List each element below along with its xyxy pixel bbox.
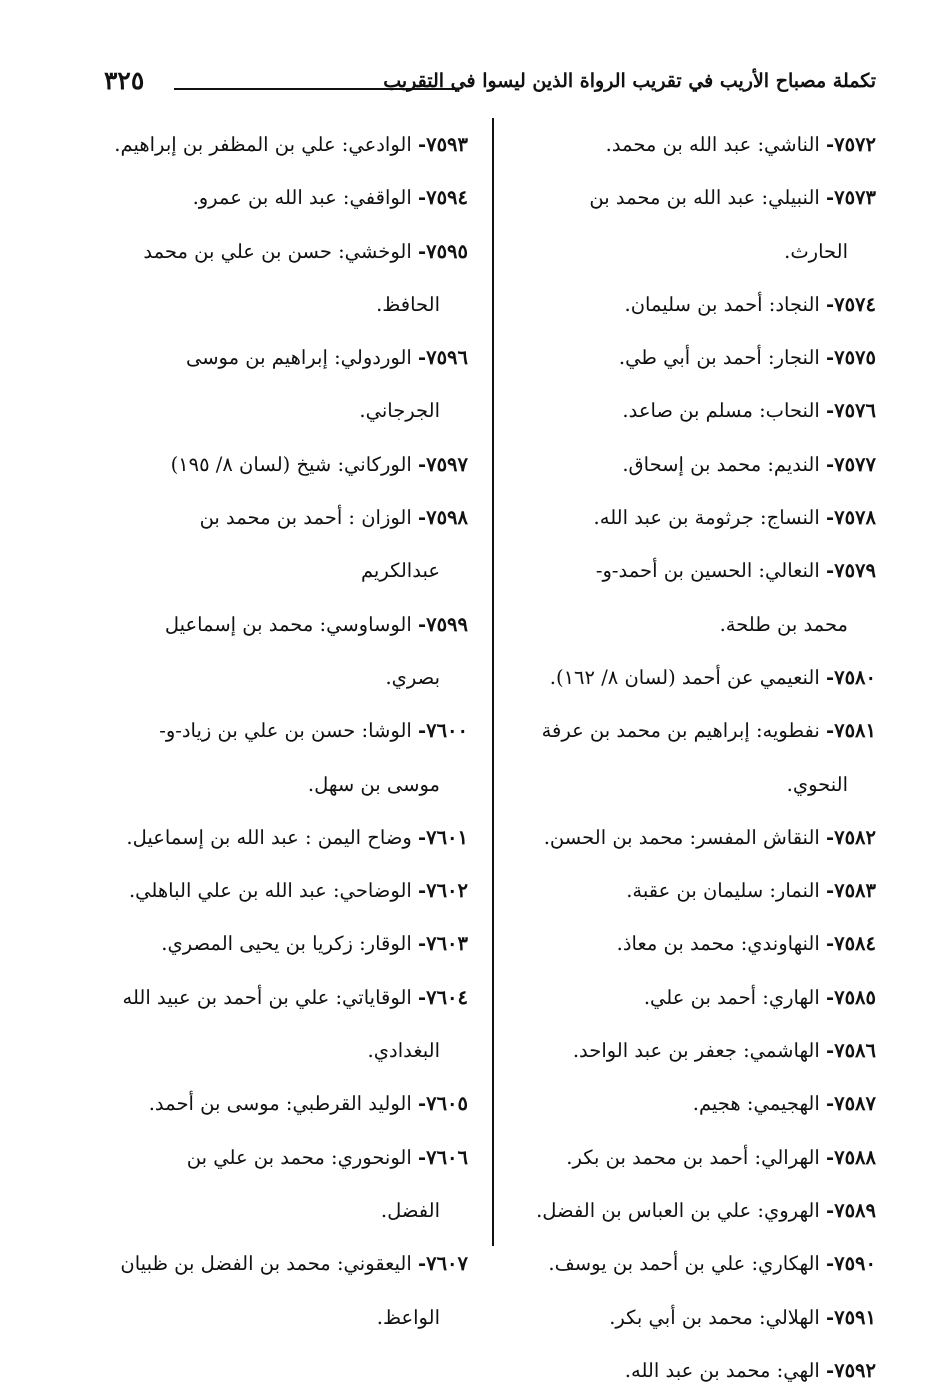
entry-line xyxy=(510,651,876,704)
entry-line xyxy=(106,491,468,544)
entry-number: ٧٦٠٦- xyxy=(418,1145,468,1169)
entry-text: النجاد: أحمد بن سليمان. xyxy=(624,292,826,316)
entry-text: النحوي. xyxy=(786,772,848,796)
entry-line xyxy=(510,1344,876,1397)
entry-number: ٧٦٠٥- xyxy=(418,1092,468,1116)
entry-continuation-line xyxy=(106,1184,468,1237)
entry-line xyxy=(106,171,468,224)
entry-text: موسى بن سهل. xyxy=(307,772,440,796)
entry-number: ٧٥٩٩- xyxy=(418,612,468,636)
entry-text: الواعظ. xyxy=(376,1305,440,1329)
entry-number: ٧٥٧٩- xyxy=(826,559,876,583)
entry-text: النقاش المفسر: محمد بن الحسن. xyxy=(543,825,826,849)
entry-line xyxy=(510,917,876,970)
entry-text: البغدادي. xyxy=(367,1039,440,1063)
entry-number: ٧٥٩٤- xyxy=(418,186,468,210)
entry-text: النجار: أحمد بن أبي طي. xyxy=(618,346,826,370)
entry-line xyxy=(510,438,876,491)
entry-text: الحافظ. xyxy=(376,292,440,316)
entry-text: الناشي: عبد الله بن محمد. xyxy=(605,133,826,156)
entry-number: ٧٥٩٦- xyxy=(418,346,468,370)
entry-line xyxy=(510,1024,876,1077)
entry-continuation-line xyxy=(510,225,876,278)
entry-continuation-line xyxy=(106,758,468,811)
entry-line xyxy=(510,278,876,331)
entry-text: النحاب: مسلم بن صاعد. xyxy=(622,399,826,423)
entry-number: ٧٥٩٧- xyxy=(418,452,468,476)
right-column xyxy=(510,118,876,1397)
left-column xyxy=(106,118,468,1344)
entry-text: الوردولي: إبراهيم بن موسى xyxy=(185,346,418,370)
page-header xyxy=(104,66,876,108)
entry-number: ٧٥٧٢- xyxy=(826,133,876,156)
entry-line xyxy=(510,1131,876,1184)
entry-number: ٧٥٧٣- xyxy=(826,186,876,210)
entry-text: الونحوري: محمد بن علي بن xyxy=(186,1145,418,1169)
entry-continuation-line xyxy=(510,758,876,811)
entry-line xyxy=(106,438,468,491)
entry-text: الهرالي: أحمد بن محمد بن بكر. xyxy=(566,1145,826,1169)
entry-text: الوادعي: علي بن المظفر بن إبراهيم. xyxy=(114,133,418,156)
entry-text: النساج: جرثومة بن عبد الله. xyxy=(593,506,826,530)
header-rule xyxy=(174,88,458,90)
entry-text: الحارث. xyxy=(784,239,848,263)
entry-text: الهلالي: محمد بن أبي بكر. xyxy=(609,1305,826,1329)
entry-line xyxy=(106,864,468,917)
entry-text: الوليد القرطبي: موسى بن أحمد. xyxy=(148,1092,418,1116)
entry-line xyxy=(106,971,468,1024)
entry-number: ٧٥٧٨- xyxy=(826,506,876,530)
entry-text: الهجيمي: هجيم. xyxy=(692,1092,826,1116)
entry-line xyxy=(510,864,876,917)
entry-number: ٧٥٨٤- xyxy=(826,932,876,956)
entry-number: ٧٥٨٦- xyxy=(826,1039,876,1063)
entry-line xyxy=(510,1237,876,1290)
entry-number: ٧٥٩٢- xyxy=(826,1358,876,1382)
entry-line xyxy=(510,1184,876,1237)
entry-text: الوزان : أحمد بن محمد بن xyxy=(199,506,418,530)
entry-line xyxy=(106,331,468,384)
entry-text: الهكاري: علي بن أحمد بن يوسف. xyxy=(548,1252,826,1276)
entry-continuation-line xyxy=(106,384,468,437)
entry-number: ٧٥٩٨- xyxy=(418,506,468,530)
entry-number: ٧٥٩٠- xyxy=(826,1252,876,1276)
entry-text: النديم: محمد بن إسحاق. xyxy=(622,452,826,476)
entry-line xyxy=(106,1077,468,1130)
entry-number: ٧٥٨٩- xyxy=(826,1198,876,1222)
entry-text: النبيلي: عبد الله بن محمد بن xyxy=(589,186,826,210)
entry-line xyxy=(510,118,876,171)
entry-line xyxy=(510,331,876,384)
entry-text: الهي: محمد بن عبد الله. xyxy=(624,1358,826,1382)
entry-number: ٧٦٠٢- xyxy=(418,879,468,903)
entry-number: ٧٥٨٨- xyxy=(826,1145,876,1169)
entry-text: النمار: سليمان بن عقبة. xyxy=(626,879,826,903)
entry-line xyxy=(510,171,876,224)
entry-number: ٧٥٨٥- xyxy=(826,985,876,1009)
entry-text: الجرجاني. xyxy=(359,399,440,423)
entry-number: ٧٦٠٧- xyxy=(418,1252,468,1276)
entry-number: ٧٥٨٣- xyxy=(826,879,876,903)
running-title: تكملة مصباح الأريب في تقريب الرواة الذين ليسوا في التقريب xyxy=(383,70,876,92)
entry-text: محمد بن طلحة. xyxy=(719,612,848,636)
entry-line xyxy=(510,384,876,437)
entry-text: بصري. xyxy=(385,665,440,689)
entry-continuation-line xyxy=(106,278,468,331)
entry-number: ٧٥٧٧- xyxy=(826,452,876,476)
entry-number: ٧٥٩١- xyxy=(826,1305,876,1329)
entry-line xyxy=(510,491,876,544)
entry-text: اليعقوني: محمد بن الفضل بن ظبيان xyxy=(120,1252,418,1276)
entry-line xyxy=(106,225,468,278)
entry-text: الوشا: حسن بن علي بن زياد-و- xyxy=(159,719,418,743)
entry-number: ٧٥٧٦- xyxy=(826,399,876,423)
entry-text: الهاشمي: جعفر بن عبد الواحد. xyxy=(572,1039,826,1063)
entry-number: ٧٦٠٠- xyxy=(418,719,468,743)
entry-text: النعيمي عن أحمد (لسان ٨/ ١٦٢). xyxy=(549,665,826,689)
entry-text: نفطويه: إبراهيم بن محمد بن عرفة xyxy=(541,719,826,743)
entry-continuation-line xyxy=(106,1024,468,1077)
entry-continuation-line xyxy=(106,544,468,597)
entry-text: الواقفي: عبد الله بن عمرو. xyxy=(192,186,418,210)
entry-text: الوخشي: حسن بن علي بن محمد xyxy=(143,239,418,263)
entry-line xyxy=(106,1131,468,1184)
entry-text: الهروي: علي بن العباس بن الفضل. xyxy=(536,1198,826,1222)
entry-number: ٧٥٧٥- xyxy=(826,346,876,370)
entry-text: الهاري: أحمد بن علي. xyxy=(643,985,826,1009)
entry-text: وضاح اليمن : عبد الله بن إسماعيل. xyxy=(126,825,418,849)
entry-text: الوركاني: شيخ (لسان ٨/ ١٩٥) xyxy=(170,452,418,476)
entry-line xyxy=(510,971,876,1024)
entry-line xyxy=(510,1291,876,1344)
entry-text: عبدالكريم xyxy=(360,559,440,583)
page-number: ٣٢٥ xyxy=(104,66,145,95)
entry-number: ٧٦٠٤- xyxy=(418,985,468,1009)
entry-text: الوساوسي: محمد بن إسماعيل xyxy=(164,612,418,636)
entry-line xyxy=(106,811,468,864)
entry-number: ٧٦٠٣- xyxy=(418,932,468,956)
entry-line xyxy=(510,544,876,597)
entry-number: ٧٥٨٢- xyxy=(826,825,876,849)
entry-line xyxy=(106,917,468,970)
entry-line xyxy=(106,1237,468,1290)
entry-text: الوقاياتي: علي بن أحمد بن عبيد الله xyxy=(122,985,418,1009)
entry-continuation-line xyxy=(106,651,468,704)
entry-line xyxy=(510,704,876,757)
entry-number: ٧٥٧٤- xyxy=(826,292,876,316)
entry-number: ٧٥٨٠- xyxy=(826,665,876,689)
entry-line xyxy=(106,704,468,757)
entry-text: الفضل. xyxy=(380,1198,440,1222)
column-divider xyxy=(492,118,494,1246)
entry-number: ٧٥٩٥- xyxy=(418,239,468,263)
entry-number: ٧٥٩٣- xyxy=(418,133,468,156)
entry-text: الوقار: زكريا بن يحيى المصري. xyxy=(161,932,418,956)
entry-continuation-line xyxy=(106,1291,468,1344)
entry-line xyxy=(510,1077,876,1130)
entry-text: النهاوندي: محمد بن معاذ. xyxy=(616,932,826,956)
entry-number: ٧٦٠١- xyxy=(418,825,468,849)
entry-line xyxy=(106,598,468,651)
entry-line xyxy=(106,118,468,171)
entry-number: ٧٥٨٧- xyxy=(826,1092,876,1116)
entry-number: ٧٥٨١- xyxy=(826,719,876,743)
entry-continuation-line xyxy=(510,598,876,651)
entry-text: الوضاحي: عبد الله بن علي الباهلي. xyxy=(128,879,418,903)
entry-text: النعالي: الحسين بن أحمد-و- xyxy=(595,559,826,583)
entry-line xyxy=(510,811,876,864)
